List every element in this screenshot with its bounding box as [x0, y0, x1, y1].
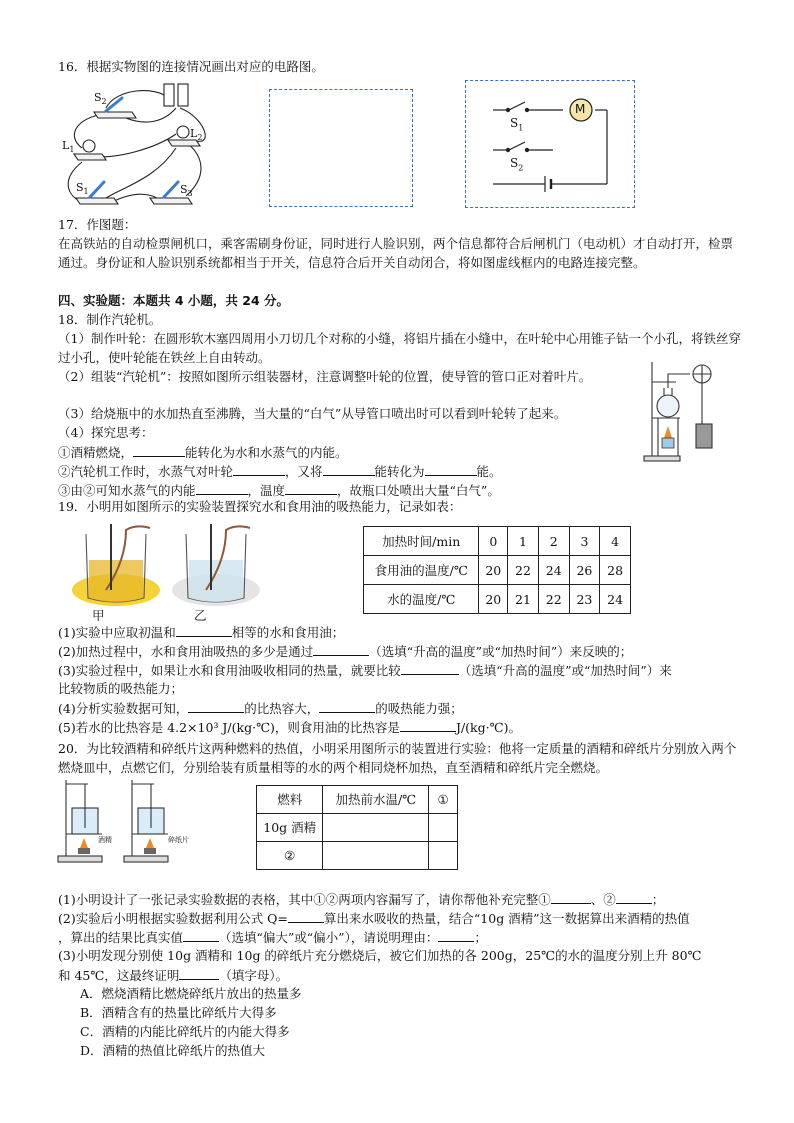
table-cell: 4 — [600, 527, 631, 556]
q20-apparatus-figure — [56, 778, 190, 864]
table-cell: 2 — [538, 527, 569, 556]
q17-s2-label: $S_2$ — [510, 156, 524, 173]
table-row — [257, 814, 458, 842]
q19-beakers-figure — [66, 520, 280, 616]
choice-c[interactable]: C．酒精的内能比碎纸片的内能大得多 — [80, 1024, 290, 1039]
table-row — [364, 585, 631, 614]
table-cell: ① — [429, 786, 458, 814]
table-cell: ② — [257, 842, 323, 870]
choice-d[interactable]: D．酒精的热值比碎纸片的热值大 — [80, 1043, 266, 1058]
q20-record-table — [256, 785, 458, 870]
label-s3: $S_3$ — [180, 183, 193, 199]
table-cell: 26 — [569, 556, 600, 585]
label-l2: $L_2$ — [190, 127, 203, 143]
table-cell: 燃料 — [257, 786, 323, 814]
section-4-heading: 四、实验题：本题共 4 小题，共 24 分。 — [58, 293, 290, 308]
q20-s3: (3)小明发现分别使 10g 酒精和 10g 的碎纸片充分燃烧后，被它们加热的各 200g，25℃的水的温度分别上升 80℃ — [58, 948, 702, 963]
q20-title: 20．为比较酒精和碎纸片这两种燃料的热值，小明采用图所示的装置进行实验：他将一定质量的酒精和碎纸片分别放入两个燃烧皿中，点燃它们，分别给装有质量相等的水的两个相同烧杯加热，直至酒精和碎纸片完全燃烧。 — [58, 741, 737, 775]
table-cell: 20 — [479, 585, 508, 614]
q17-circuit-diagram — [465, 80, 635, 208]
q16-prompt: 16．根据实物图的连接情况画出对应的电路图。 — [58, 59, 324, 74]
table-row — [364, 527, 631, 556]
q16-answer-box[interactable] — [269, 89, 413, 207]
q19-s3-cont: 比较物质的吸热能力； — [58, 681, 184, 696]
q18-step2: （2）组装“汽轮机”：按照如图所示组装器材，注意调整叶轮的位置，使导管的管口正对着叶片。 — [58, 369, 592, 384]
table-cell: 24 — [600, 585, 631, 614]
table-cell: 0 — [479, 527, 508, 556]
table-row — [257, 786, 458, 814]
table-cell: 加热时间/min — [364, 527, 479, 556]
table-row — [364, 556, 631, 585]
table-cell: 22 — [508, 556, 539, 585]
choice-a[interactable]: A．燃烧酒精比燃烧碎纸片放出的热量多 — [80, 986, 302, 1001]
q18-step3: （3）给烧瓶中的水加热直至沸腾，当大量的“白气”从导管口喷出时可以看到叶轮转了起来。 — [58, 406, 567, 421]
q20-s3-cont: 和 45℃，这最终证明 （填字母）。 — [58, 965, 288, 985]
table-cell — [323, 842, 429, 870]
table-cell — [429, 842, 458, 870]
q18-item2: ②汽轮机工作时，水蒸气对叶轮 ，又将 能转化为 能。 — [58, 461, 502, 481]
q18-title: 18．制作汽轮机。 — [58, 312, 162, 327]
q19-title: 19．小明用如图所示的实验装置探究水和食用油的吸热能力，记录如表： — [58, 499, 462, 514]
q17-title: 17．作图题： — [58, 217, 137, 232]
table-cell: 水的温度/℃ — [364, 585, 479, 614]
q19-s3: (3)实验过程中，如果让水和食用油吸收相同的热量，就要比较 （选填“升高的温度”或“加热时间”）来 — [58, 660, 672, 680]
table-cell: 23 — [569, 585, 600, 614]
q20-fig-label-alcohol: 酒精 — [98, 836, 112, 844]
q18-step1: （1）制作叶轮：在圆形软木塞四周用小刀切几个对称的小缝，将铝片插在小缝中，在叶轮中心用锥子钻一个小孔，将铁丝穿过小孔，使叶轮能在铁丝上自由转动。 — [58, 331, 741, 365]
turbine-apparatus-figure — [642, 358, 736, 466]
q20-s1: (1)小明设计了一张记录实验数据的表格，其中①②两项内容漏写了，请你帮他补充完整① 、② ； — [58, 889, 664, 909]
table-cell — [323, 814, 429, 842]
q20-fig-label-paper: 碎纸片 — [168, 836, 189, 844]
choice-b[interactable]: B．酒精含有的热量比碎纸片大得多 — [80, 1005, 277, 1020]
q18-item3: ③由②可知水蒸气的内能 ，温度 ，故瓶口处喷出大量“白气”。 — [58, 480, 500, 500]
table-cell — [429, 814, 458, 842]
q19-s2: (2)加热过程中，水和食用油吸热的多少是通过 （选填“升高的温度”或“加热时间”）来反映的； — [58, 641, 632, 661]
q17-s1-label: $S_1$ — [510, 116, 524, 133]
table-cell: 21 — [508, 585, 539, 614]
q17-body: 在高铁站的自动检票闸机口，乘客需刷身份证，同时进行人脸识别，两个信息都符合后闸机门（电动机）才自动打开，检票通过。身份证和人脸识别系统都相当于开关，信息符合后开关自动闭合，将如图虚线框内的电路连接完整。 — [58, 236, 734, 270]
table-cell: 1 — [508, 527, 539, 556]
q19-s5: (5)若水的比热容是 4.2×10³ J/(kg·℃)，则食用油的比热容是 J/(kg·℃)。 — [58, 717, 521, 737]
q19-s4: (4)分析实验数据可知， 的比热容大， 的吸热能力强； — [58, 698, 463, 718]
fig-label-jia: 甲 — [92, 608, 105, 623]
table-cell: 20 — [479, 556, 508, 585]
q19-data-table — [363, 526, 631, 614]
table-cell: 22 — [538, 585, 569, 614]
table-cell: 28 — [600, 556, 631, 585]
q18-item1: ①酒精燃烧， 能转化为水和水蒸气的内能。 — [58, 442, 348, 462]
motor-label: M — [575, 102, 586, 116]
label-s1: $S_1$ — [76, 181, 89, 197]
label-l1: $L_1$ — [62, 139, 75, 155]
q20-s2: (2)实验后小明根据实验数据利用公式 Q= 算出来水吸收的热量，结合“10g 酒精”这一数据算出来酒精的热值 — [58, 908, 690, 928]
table-cell: 加热前水温/℃ — [323, 786, 429, 814]
q20-s2-cont: ，算出的结果比真实值 （选填“偏大”或“偏小”），请说明理由： ； — [58, 927, 487, 947]
table-row — [257, 842, 458, 870]
q19-s1: (1)实验中应取初温和 相等的水和食用油； — [58, 622, 344, 642]
table-cell: 3 — [569, 527, 600, 556]
q18-step4: （4）探究思考： — [58, 425, 154, 440]
fig-label-yi: 乙 — [194, 608, 207, 623]
table-cell: 10g 酒精 — [257, 814, 323, 842]
table-cell: 24 — [538, 556, 569, 585]
label-s2: $S_2$ — [94, 91, 107, 107]
table-cell: 食用油的温度/℃ — [364, 556, 479, 585]
